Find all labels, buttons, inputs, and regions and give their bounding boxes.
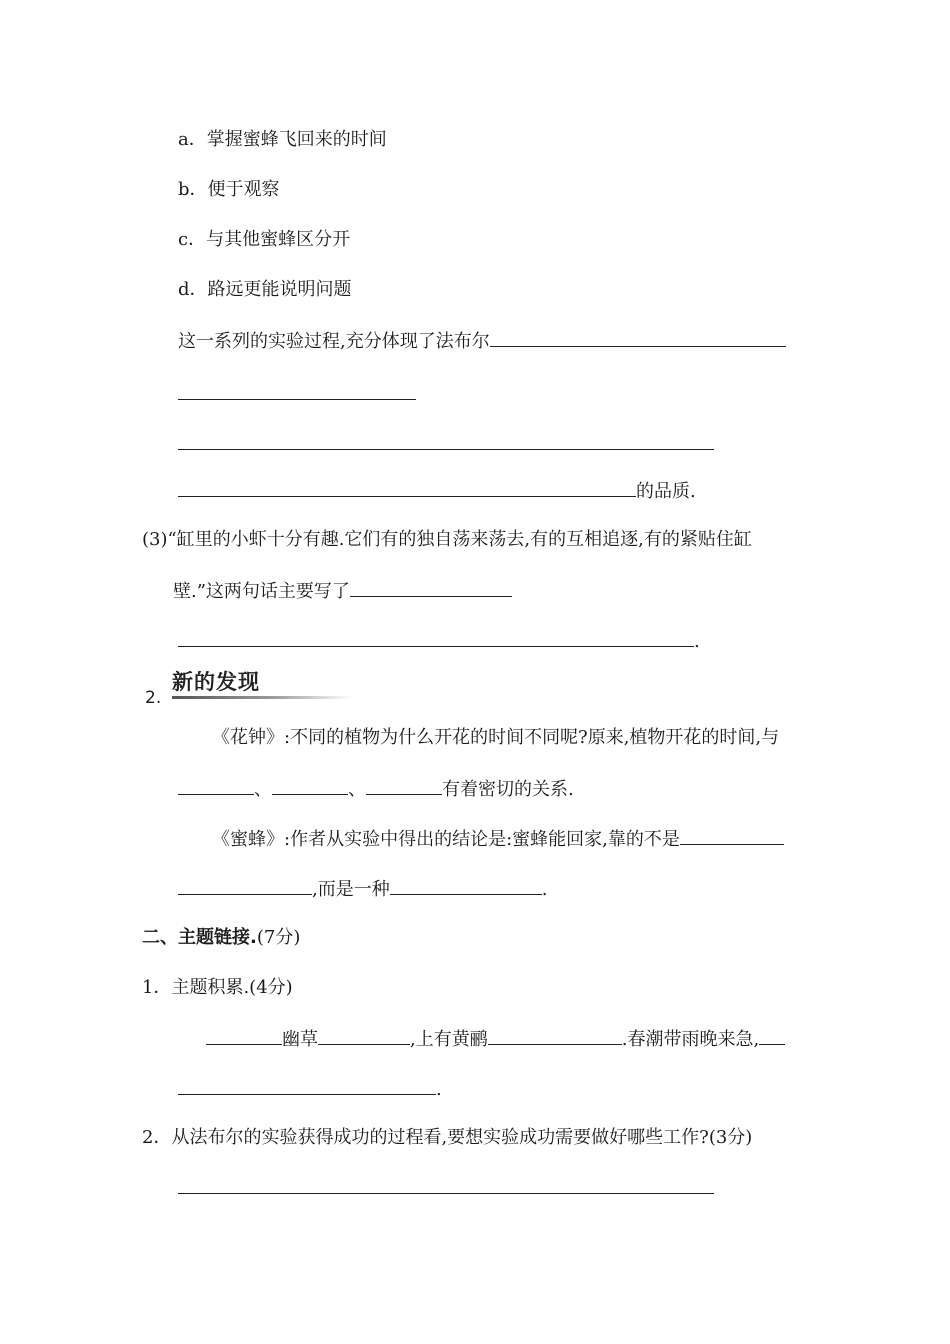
question-1-number: 1． — [142, 977, 172, 998]
answer-blank[interactable] — [366, 776, 442, 795]
separator: 、 — [348, 779, 366, 800]
option-c: c．与其他蜜蜂区分开 — [178, 229, 351, 250]
question-3-line3 — [178, 628, 700, 654]
answer-blank[interactable] — [272, 776, 348, 795]
series-text: 这一系列的实验过程,充分体现了法布尔 — [178, 331, 490, 352]
answer-blank[interactable] — [178, 1076, 436, 1095]
part-2-score: (7分) — [256, 927, 301, 948]
answer-blank[interactable] — [178, 776, 254, 795]
question-1-text: 主题积累.(4分) — [171, 977, 293, 998]
period: . — [541, 879, 548, 900]
question-3-text2: 壁.”这两句话主要写了 — [173, 581, 350, 602]
poem-line — [206, 1026, 785, 1052]
but-a-kind-text: ,而是一种 — [312, 879, 390, 900]
flower-clock-text: 《花钟》:不同的植物为什么开花的时间不同呢?原来,植物开花的时间,与 — [212, 727, 780, 748]
answer-blank[interactable] — [490, 328, 786, 347]
question-3-line1 — [142, 528, 752, 552]
part-2-title: 二、主题链接. — [142, 927, 257, 948]
answer-blank[interactable] — [680, 826, 784, 845]
answer-blank[interactable] — [178, 876, 312, 895]
section-number: 2. — [145, 688, 162, 708]
answer-line[interactable] — [178, 1193, 714, 1194]
answer-blank[interactable] — [759, 1026, 785, 1045]
question-2-text: 从法布尔的实验获得成功的过程看,要想实验成功需要做好哪些工作?(3分) — [171, 1127, 753, 1148]
question-2 — [142, 1126, 752, 1150]
question-3-label: (3) — [142, 529, 168, 550]
poem-c: .春潮带雨晚来急, — [621, 1029, 760, 1050]
poem-a: 幽草 — [282, 1029, 318, 1050]
option-a: a．掌握蜜蜂飞回来的时间 — [178, 129, 387, 150]
question-3-text: “缸里的小虾十分有趣.它们有的独自荡来荡去,有的互相追逐,有的紧贴住缸 — [167, 529, 752, 550]
bee-line — [212, 826, 784, 852]
option-d: d．路远更能说明问题 — [178, 279, 352, 300]
answer-line[interactable] — [178, 399, 416, 400]
part-2-heading — [142, 926, 300, 950]
period: . — [436, 1079, 442, 1100]
poem-line2 — [178, 1076, 442, 1102]
answer-blank[interactable] — [350, 578, 512, 597]
close-relation-text: 有着密切的关系. — [442, 779, 574, 800]
answer-blank[interactable] — [206, 1026, 282, 1045]
answer-line[interactable] — [178, 449, 714, 450]
answer-blank[interactable] — [178, 478, 636, 497]
answer-blank[interactable] — [488, 1026, 622, 1045]
answer-blank[interactable] — [390, 876, 542, 895]
section-underline — [172, 696, 352, 699]
quality-suffix: 的品质. — [636, 481, 696, 502]
flower-clock-blanks — [178, 776, 574, 802]
quality-line — [178, 478, 696, 504]
bee-line2 — [178, 876, 547, 902]
question-1 — [142, 976, 293, 1000]
section-title: 新的发现 — [172, 670, 260, 694]
period: . — [694, 631, 700, 652]
separator: 、 — [254, 779, 272, 800]
question-2-number: 2． — [142, 1127, 172, 1148]
bee-text: 《蜜蜂》:作者从实验中得出的结论是:蜜蜂能回家,靠的不是 — [212, 829, 680, 850]
question-3-line2 — [173, 578, 512, 604]
answer-blank[interactable] — [318, 1026, 410, 1045]
answer-blank[interactable] — [178, 628, 694, 647]
option-b: b．便于观察 — [178, 179, 280, 200]
poem-b: ,上有黄鹂 — [410, 1029, 488, 1050]
series-prompt — [178, 328, 786, 354]
